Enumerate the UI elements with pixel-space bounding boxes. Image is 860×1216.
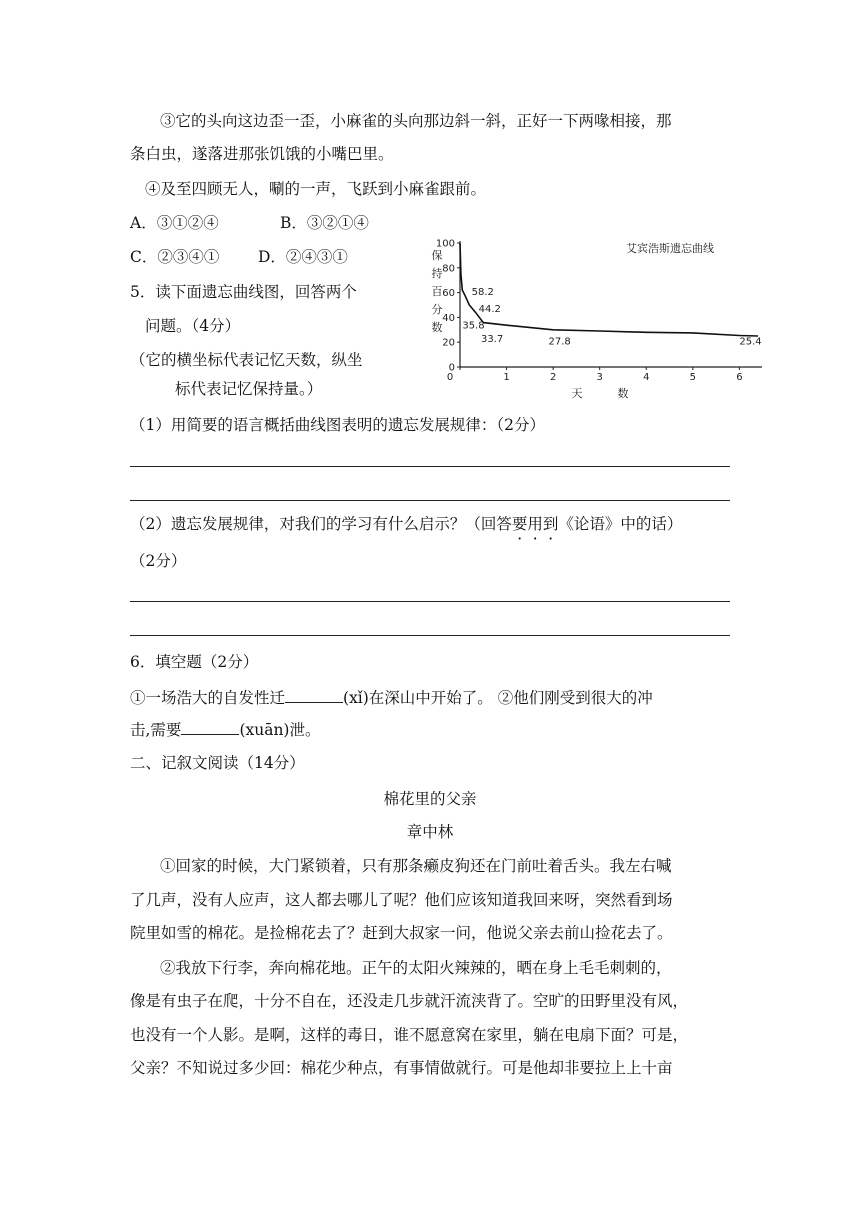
fill-blank-2[interactable] (181, 718, 239, 735)
y-tick-label: 20 (442, 337, 455, 349)
q5-sub1: （1）用简要的语言概括曲线图表明的遗忘发展规律：（2分） (130, 416, 545, 434)
data-label: 44.2 (478, 304, 501, 316)
q5-stem-line2: 问题。（4分） (145, 317, 241, 335)
option-d: D．②④③① (258, 248, 348, 266)
forgetting-curve-chart (425, 232, 765, 404)
y-tick-label: 100 (435, 238, 455, 250)
x-tick-label: 6 (736, 372, 743, 383)
fill-blank-1[interactable] (285, 686, 343, 703)
x-tick-label: 5 (689, 372, 696, 383)
q6-line2-b: (xuān)泄。 (239, 721, 321, 739)
data-label: 35.8 (462, 320, 485, 332)
x-tick-label: 2 (549, 372, 557, 383)
emphasis-char-1: 要 (511, 515, 528, 533)
answer-line-1 (130, 466, 730, 467)
p2-line1: ②我放下行李，奔向棉花地。正午的太阳火辣辣的，晒在身上毛毛刺刺的， (160, 959, 672, 977)
q4-item4: ④及至四顾无人，唰的一声，飞跃到小麻雀跟前。 (145, 180, 487, 198)
section2-heading: 二、记叙文阅读（14分） (130, 754, 305, 772)
q4-item3-line2: 条白虫，遂落进那张饥饿的小嘴巴里。 (130, 145, 394, 163)
data-label: 33.7 (480, 334, 504, 346)
answer-line-2 (130, 500, 730, 501)
answer-line-4 (130, 635, 730, 636)
q6-line1-b: (xǐ)在深山中开始了。 ②他们刚受到很大的冲 (343, 689, 653, 707)
forgetting-curve-line (460, 243, 758, 336)
y-axis-label-char: 数 (431, 321, 443, 334)
y-axis-label-char: 百 (431, 285, 443, 298)
x-axis-label-char: 天 (571, 387, 583, 400)
q6-line1-a: ①一场浩大的自发性迁 (130, 689, 286, 707)
article-author: 章中林 (406, 823, 454, 841)
y-axis-label-char: 持 (431, 267, 443, 280)
q5-sub2 (130, 513, 682, 535)
x-tick-label: 0 (446, 372, 454, 383)
q5-sub2-post: 《论语》中的话） (558, 515, 683, 533)
p1-line2: 了几声，没有人应声，这人都去哪儿了呢？他们应该知道我回来呀，突然看到场 (130, 891, 673, 909)
q5-note-line2: 标代表记忆保持量。） (175, 380, 323, 398)
q6-line2-a: 击,需要 (130, 721, 182, 739)
q6-line2 (130, 718, 320, 741)
emphasis-char-3: 到 (542, 515, 559, 533)
x-axis-label-char: 数 (617, 387, 629, 400)
x-tick-label: 3 (596, 372, 603, 383)
y-tick-label: 0 (448, 362, 455, 374)
data-label: 25.4 (739, 336, 762, 348)
option-a: A．③①②④ (130, 214, 219, 232)
p1-line3: 院里如雪的棉花。是捡棉花去了？赶到大叔家一问，他说父亲去前山捡花去了。 (130, 924, 673, 942)
option-b: B．③②①④ (280, 214, 369, 232)
p2-line3: 也没有一个人影。是啊，这样的毒日，谁不愿意窝在家里，躺在电扇下面？可是， (130, 1026, 689, 1044)
q6-line1 (130, 686, 653, 709)
data-label: 58.2 (471, 286, 494, 298)
q4-item3-line1: ③它的头向这边歪一歪，小麻雀的头向那边斜一斜，正好一下两喙相接，那 (160, 112, 672, 130)
y-tick-label: 60 (442, 288, 455, 300)
emphasis-char-2: 用 (527, 515, 543, 533)
y-tick-label: 40 (442, 312, 455, 324)
q5-sub2-pre: （2）遗忘发展规律，对我们的学习有什么启示？（回答 (130, 515, 512, 533)
y-axis-label-char: 保 (431, 249, 443, 262)
y-tick-label: 80 (442, 263, 455, 275)
q5-sub2-score: （2分） (130, 552, 187, 570)
p2-line2: 像是有虫子在爬，十分不自在，还没走几步就汗流浃背了。空旷的田野里没有风， (130, 992, 689, 1010)
answer-line-3 (130, 601, 730, 602)
q6-title: 6．填空题（2分） (130, 653, 259, 671)
y-axis-label-char: 分 (431, 303, 443, 316)
article-title: 棉花里的父亲 (383, 790, 477, 808)
chart-title: 艾宾浩斯遗忘曲线 (626, 242, 714, 255)
q5-stem-line1: 5．读下面遗忘曲线图，回答两个 (130, 283, 357, 301)
option-c: C．②③④① (130, 248, 220, 266)
x-tick-label: 4 (643, 372, 650, 383)
data-label: 27.8 (548, 336, 571, 348)
q5-note-line1: （它的横坐标代表记忆天数，纵坐 (130, 351, 363, 369)
p1-line1: ①回家的时候，大门紧锁着，只有那条癞皮狗还在门前吐着舌头。我左右喊 (160, 857, 672, 875)
p2-line4: 父亲？不知说过多少回：棉花少种点，有事情做就行。可是他却非要拉上上十亩 (130, 1059, 673, 1077)
x-tick-label: 1 (503, 372, 510, 383)
